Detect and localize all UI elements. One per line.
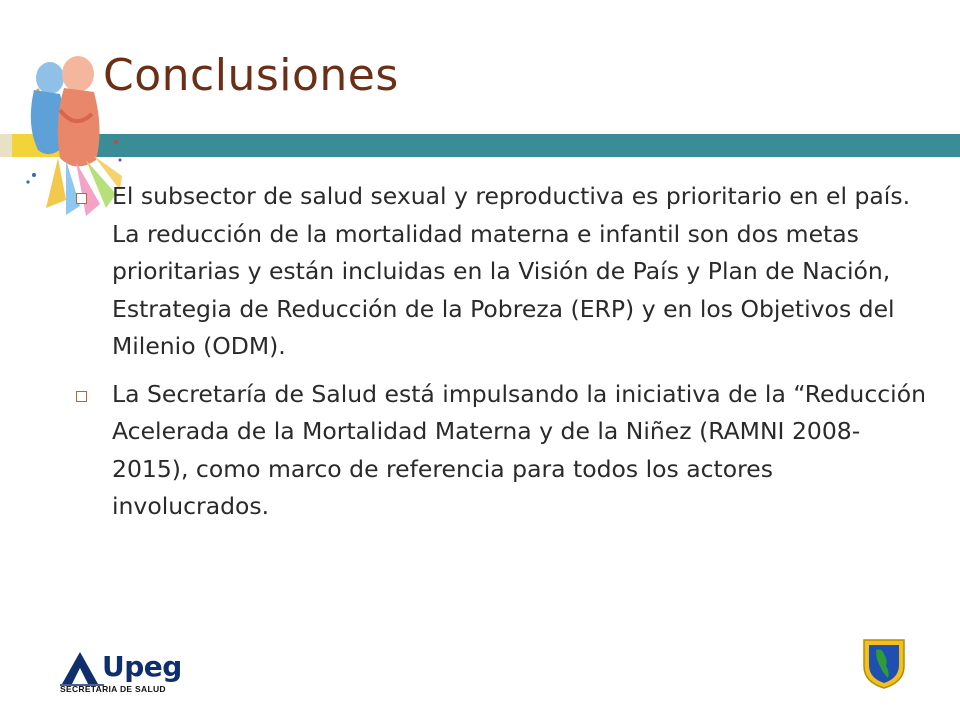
slide-title: Conclusiones (103, 50, 399, 101)
hollow-square-bullet-icon (76, 391, 87, 402)
logo-subtitle: SECRETARIA DE SALUD (60, 684, 166, 694)
logo-text: Upeg (102, 650, 182, 683)
bullet-item (68, 178, 928, 366)
title-band-edge (0, 134, 12, 157)
upeg-logo (60, 648, 210, 698)
upeg-triangle-icon (60, 650, 104, 686)
hollow-square-bullet-icon (76, 193, 87, 204)
shield-emblem-icon (862, 636, 906, 690)
bullet-text: La Secretaría de Salud está impulsando la iniciativa de la “Reducción Acelerada de la Mortalidad Materna y de la Niñez (RAMNI 2008-2015), como marco de referencia para todos los actores involucrados. (112, 379, 926, 520)
bullet-list (68, 178, 928, 536)
bullet-item (68, 376, 928, 526)
title-band (0, 134, 960, 157)
bullet-text: El subsector de salud sexual y reproductiva es prioritario en el país. La reducción de la mortalidad materna e infantil son dos metas prioritarias y están incluidas en la Visión de País y Plan de Nación, Estrategia de Reducción de la Pobreza (ERP) y en los Objetivos del Milenio (ODM). (112, 182, 911, 360)
